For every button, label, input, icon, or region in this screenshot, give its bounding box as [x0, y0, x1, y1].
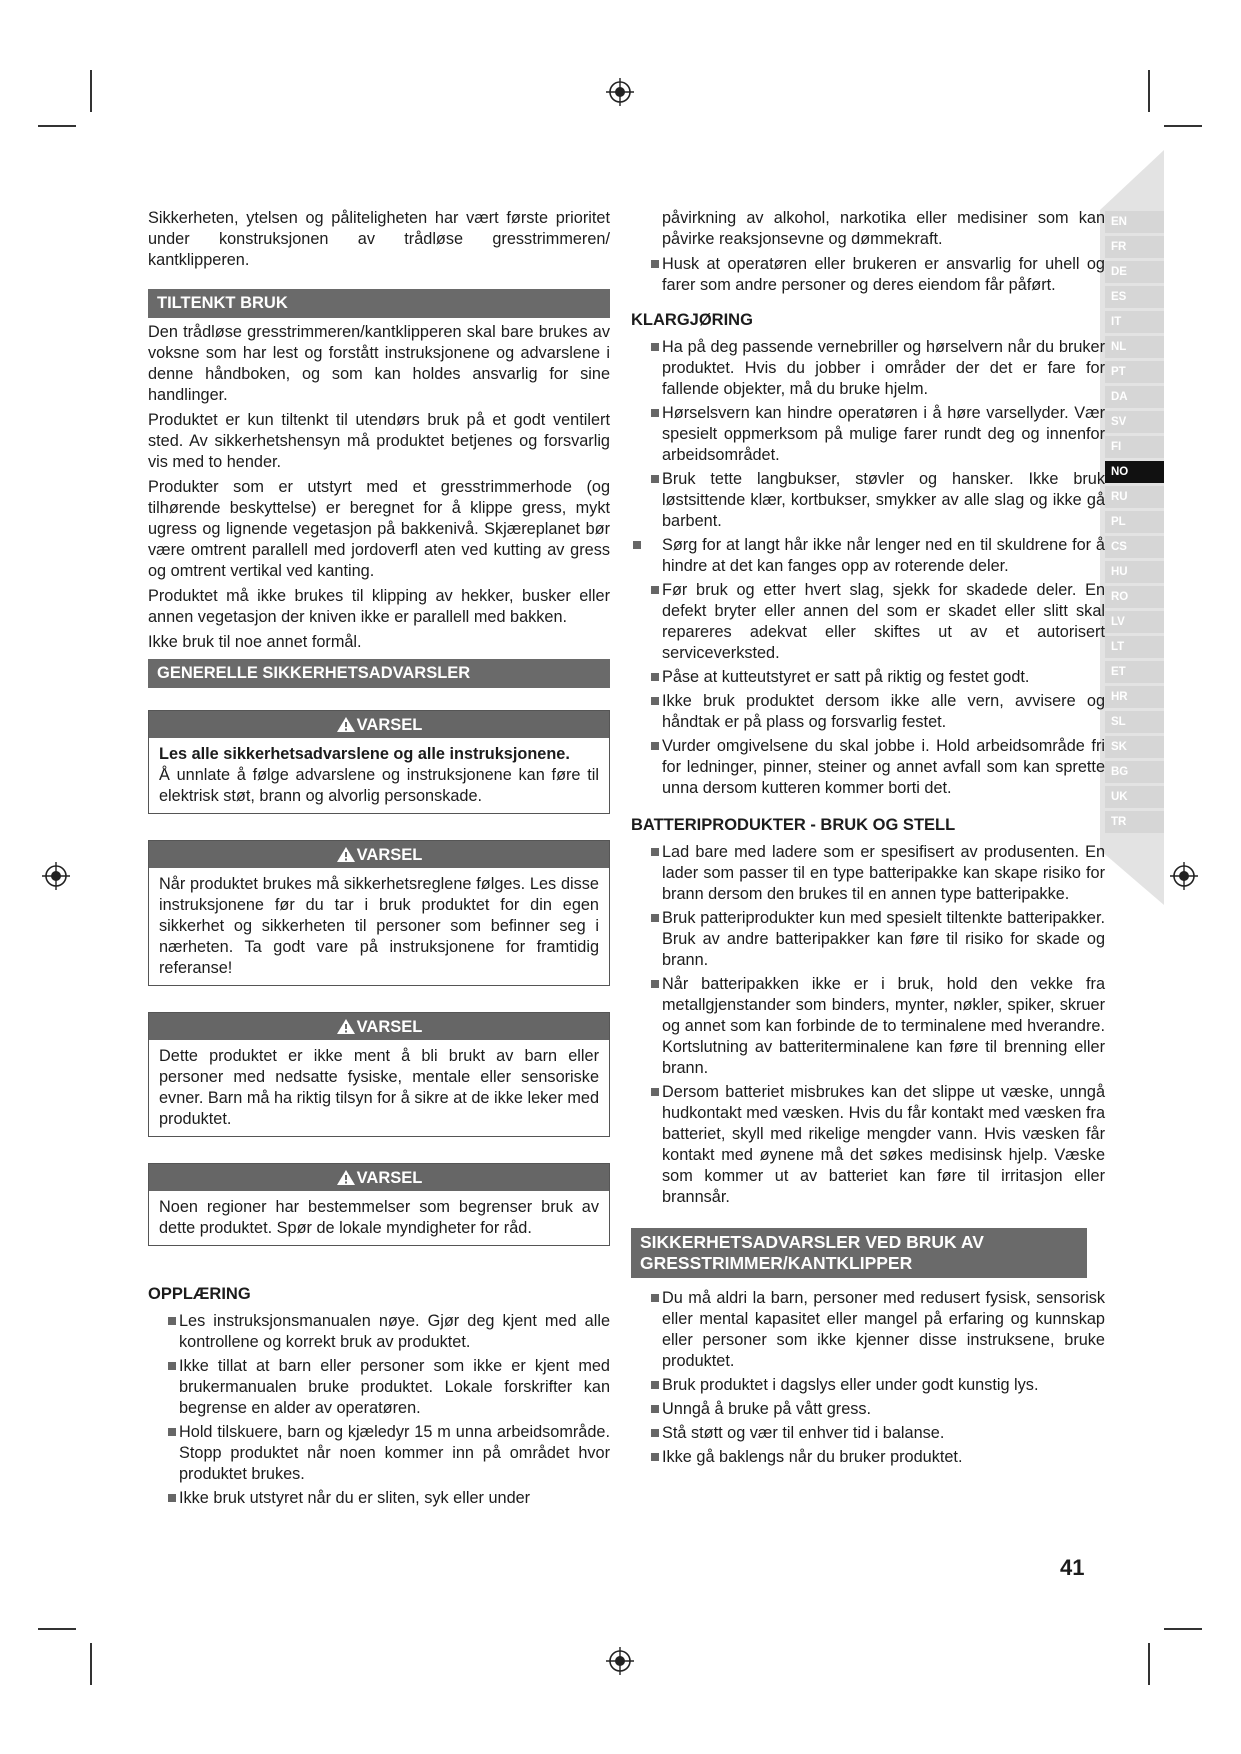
list-item: Hørselsvern kan hindre operatøren i å høre varsellyder. Vær spesielt oppmerksom på mulige farer rundt deg og innenfor arbeidsområdet.	[631, 403, 1105, 466]
list-item: Bruk produktet i dagslys eller under godt kunstig lys.	[631, 1375, 1105, 1396]
crop-mark	[1164, 125, 1202, 127]
list-item: Sørg for at langt hår ikke når lenger ned en til skuldrene for å hindre at det kan fanges opp av roterende deler.	[631, 535, 1105, 577]
section-title-preparation: KLARGJØRING	[631, 311, 753, 329]
language-tab-de[interactable]: DE	[1105, 261, 1164, 283]
warning-triangle-icon	[336, 846, 356, 863]
language-tab-pl[interactable]: PL	[1105, 511, 1164, 533]
warning-heading: VARSEL	[356, 716, 423, 734]
list-item: Vurder omgivelsene du skal jobbe i. Hold arbeidsområde fri for ledninger, pinner, steiner og annet avfall som kan sprette unna dersom kutteren kommer borti det.	[631, 736, 1105, 799]
list-item: Stå støtt og vær til enhver tid i balanse.	[631, 1423, 1105, 1444]
list-item: Unngå å bruke på vått gress.	[631, 1399, 1105, 1420]
warning-bold-text: Les alle sikkerhetsadvarslene og alle instruksjonene.	[159, 745, 570, 763]
language-tab-nl[interactable]: NL	[1105, 336, 1164, 358]
registration-mark-icon	[606, 78, 634, 106]
section-title-general-warnings: GENERELLE SIKKERHETSADVARSLER	[148, 659, 610, 688]
crop-mark	[38, 125, 76, 127]
warning-text: Noen regioner har bestemmelser som begrenser bruk av dette produktet. Spør de lokale myndigheter for råd.	[159, 1198, 599, 1237]
language-tab-sk[interactable]: SK	[1105, 736, 1164, 758]
language-tab-cs[interactable]: CS	[1105, 536, 1164, 558]
language-tab-da[interactable]: DA	[1105, 386, 1164, 408]
registration-mark-icon	[606, 1647, 634, 1675]
list-item: Dersom batteriet misbrukes kan det slippe ut væske, unngå hudkontakt med væsken. Hvis du får kontakt med væsken fra batteriet, skyll med rikelige mengder vann. Hvis væsken får kontakt med øynene må det søkes medisinsk hjelp. Væske som kommer ut av batteriet kan føre til irritasjon eller brannsår.	[631, 1082, 1105, 1208]
warning-box	[148, 1163, 610, 1246]
list-item: Les instruksjonsmanualen nøye. Gjør deg kjent med alle kontrollene og korrekt bruk av produktet.	[148, 1311, 610, 1353]
list-item: Hold tilskuere, barn og kjæledyr 15 m unna arbeidsområde. Stopp produktet når noen kommer inn på området hvor produktet brukes.	[148, 1422, 610, 1485]
language-tab-bg[interactable]: BG	[1105, 761, 1164, 783]
trimmer-warnings-list	[631, 1288, 1105, 1468]
list-item: Bruk tette langbukser, støvler og hansker. Ikke bruk løstsittende klær, kortbukser, smykker av alle slag og ikke gå barbent.	[631, 469, 1105, 532]
warning-box	[148, 1012, 610, 1137]
language-tab-ru[interactable]: RU	[1105, 486, 1164, 508]
warning-heading: VARSEL	[356, 1169, 423, 1187]
language-tab-fi[interactable]: FI	[1105, 436, 1164, 458]
language-tabs	[1105, 211, 1164, 836]
warning-heading: VARSEL	[356, 846, 423, 864]
section-title-training: OPPLÆRING	[148, 1285, 251, 1303]
registration-mark-icon	[42, 862, 70, 890]
language-tab-hr[interactable]: HR	[1105, 686, 1164, 708]
list-item: Ikke tillat at barn eller personer som ikke er kjent med brukermanualen bruke produktet. Lokale forskrifter kan begrense en alder av operatøren.	[148, 1356, 610, 1419]
list-item: Ikke bruk produktet dersom ikke alle vern, avvisere og håndtak er på plass og forsvarlig festet.	[631, 691, 1105, 733]
language-tab-sv[interactable]: SV	[1105, 411, 1164, 433]
warning-text: Dette produktet er ikke ment å bli brukt av barn eller personer med nedsatte fysiske, mentale eller sensoriske evner. Barn må ha riktig tilsyn for å sikre at de ikke leker med produktet.	[159, 1047, 599, 1128]
intro-text: Sikkerheten, ytelsen og påliteligheten har vært første prioritet under konstruksjonen av trådløse gresstrimmeren/ kantklipperen.	[148, 209, 610, 269]
list-item: Når batteripakken ikke er i bruk, hold den vekke fra metallgjenstander som binders, mynter, nøkler, spiker, skruer og annet som kan forbinde de to terminalene med hverandre. Kortslutning av batteriterminalene kan føre til brenning eller brann.	[631, 974, 1105, 1079]
warning-heading: VARSEL	[356, 1018, 423, 1036]
list-item: Før bruk og etter hvert slag, sjekk for skadede deler. En defekt bryter eller annen del som er skadet eller slitt skal repareres adekvat eller skiftes ut av et autorisert serviceverksted.	[631, 580, 1105, 664]
list-item: Du må aldri la barn, personer med redusert fysisk, sensorisk eller mental kapasitet eller mangel på erfaring og kunnskap eller personer som ikke kjenner disse instruksene, bruke produktet.	[631, 1288, 1105, 1372]
language-tab-pt[interactable]: PT	[1105, 361, 1164, 383]
intended-use-paragraph: Produkter som er utstyrt med et gresstrimmerhode (og tilhørende beskyttelse) er beregnet for å klippe gress, mykt ugress og lignende vegetasjon på bakkenivå. Skjæreplanet bør være omtrent parallell med jordoverfl aten ved kutting av gress og omtrent vertikal ved kanting.	[148, 478, 610, 580]
warning-text: Når produktet brukes må sikkerhetsreglene følges. Les disse instruksjonene før du tar i bruk produktet for din egen sikkerhet og sikkerheten til personer som befinner seg i nærheten. Ta godt vare på instruksjonene for framtidig referanse!	[159, 875, 599, 977]
language-tab-et[interactable]: ET	[1105, 661, 1164, 683]
list-item: Ikke gå baklengs når du bruker produktet.	[631, 1447, 1105, 1468]
crop-mark	[90, 1643, 92, 1685]
right-column	[631, 208, 1105, 1471]
intended-use-paragraph: Ikke bruk til noe annet formål.	[148, 633, 362, 651]
warning-box	[148, 840, 610, 986]
list-item: Ha på deg passende vernebriller og hørselvern når du bruker produktet. Hvis du jobber i områder der det er fare for fallende objekter, må du bruke hjelm.	[631, 337, 1105, 400]
language-tab-sl[interactable]: SL	[1105, 711, 1164, 733]
training-list	[148, 1311, 610, 1509]
crop-mark	[1148, 70, 1150, 112]
crop-mark	[90, 70, 92, 112]
registration-mark-icon	[1170, 862, 1198, 890]
intended-use-paragraph: Den trådløse gresstrimmeren/kantklipperen skal bare brukes av voksne som har lest og forstått instruksjonene og advarslene i denne håndboken, og som kan holdes ansvarlig for sine handlinger.	[148, 323, 610, 404]
crop-mark	[1164, 1628, 1202, 1630]
language-tab-it[interactable]: IT	[1105, 311, 1164, 333]
list-item: Husk at operatøren eller brukeren er ansvarlig for uhell og farer som andre personer og deres eiendom får påført.	[631, 254, 1105, 296]
section-title-battery: BATTERIPRODUKTER - BRUK OG STELL	[631, 816, 956, 834]
warning-triangle-icon	[336, 1018, 356, 1035]
section-title-trimmer-warnings: SIKKERHETSADVARSLER VED BRUK AV GRESSTRIMMER/KANTKLIPPER	[631, 1228, 1087, 1278]
training-continued-list	[631, 254, 1105, 296]
battery-list	[631, 842, 1105, 1208]
language-tab-lv[interactable]: LV	[1105, 611, 1164, 633]
list-item: Påse at kutteutstyret er satt på riktig og festet godt.	[631, 667, 1105, 688]
language-tab-uk[interactable]: UK	[1105, 786, 1164, 808]
list-item: Bruk patteriprodukter kun med spesielt tiltenkte batteripakker. Bruk av andre batteripakker kan føre til risiko for skade og brann.	[631, 908, 1105, 971]
language-tab-no[interactable]: NO	[1105, 461, 1164, 483]
language-tab-lt[interactable]: LT	[1105, 636, 1164, 658]
language-tab-tr[interactable]: TR	[1105, 811, 1164, 833]
language-tab-fr[interactable]: FR	[1105, 236, 1164, 258]
page-number: 41	[1060, 1555, 1085, 1580]
training-continued-text: påvirkning av alkohol, narkotika eller medisiner som kan påvirke reaksjonsevne og dømmekraft.	[662, 209, 1105, 248]
warning-text: Å unnlate å følge advarslene og instruksjonene kan føre til elektrisk støt, brann og alvorlig personskade.	[159, 766, 599, 805]
warning-triangle-icon	[336, 716, 356, 733]
crop-mark	[38, 1628, 76, 1630]
language-tab-hu[interactable]: HU	[1105, 561, 1164, 583]
language-tab-es[interactable]: ES	[1105, 286, 1164, 308]
intended-use-paragraph: Produktet må ikke brukes til klipping av hekker, busker eller annen vegetasjon der kniven ikke er parallell med bakken.	[148, 587, 610, 626]
section-title-intended-use: TILTENKT BRUK	[148, 289, 610, 318]
language-tab-ro[interactable]: RO	[1105, 586, 1164, 608]
warning-triangle-icon	[336, 1169, 356, 1186]
list-item: Lad bare med ladere som er spesifisert av produsenten. En lader som passer til en type batteripakke kan skape risiko for brann dersom den brukes til en annen type batteripakke.	[631, 842, 1105, 905]
list-item: Ikke bruk utstyret når du er sliten, syk eller under	[148, 1488, 610, 1509]
preparation-list	[631, 337, 1105, 799]
left-column	[148, 208, 610, 1512]
language-tab-en[interactable]: EN	[1105, 211, 1164, 233]
crop-mark	[1148, 1643, 1150, 1685]
warning-box	[148, 710, 610, 814]
intended-use-paragraph: Produktet er kun tiltenkt til utendørs bruk på et godt ventilert sted. Av sikkerhetshensyn må produktet betjenes og forsvarlig vis med to hender.	[148, 411, 610, 471]
